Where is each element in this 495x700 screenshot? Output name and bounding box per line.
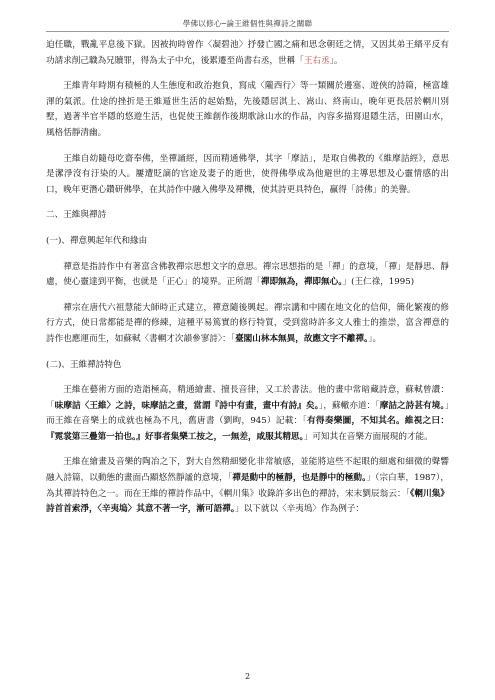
paragraph-zen-meaning: 禪意是指詩作中有著富含佛教禪宗思想文字的意思。禪宗思想指的是「禪」的意境，「禪」是靜思、靜慮，使心靈達到平衡，也就是「正心」的境界。正所謂「禪即無為，禪即無心。」(王仁祿，1995) bbox=[46, 261, 449, 288]
header-rule bbox=[46, 31, 449, 32]
running-header: 學佛以修心─論王維個性與禪詩之關聯 bbox=[182, 19, 313, 28]
paragraph-biography-continued: 迫任職，戰亂平息後下獄。因被拘時曾作〈凝碧池〉抒發亡國之痛和思念朝廷之情，又因其弟王縉平反有功請求削己職為兄贖罪，得為太子中允，後累遷至尚書右丞，世稱「王右丞」。 bbox=[46, 40, 449, 66]
bold-quote: 有得奏樂圖，不知其名。維視之曰：『霓裳第三疊第一拍也。』好事者集樂工按之，一無差，咸服其精思。 bbox=[46, 416, 449, 442]
bold-quote: 臺閣山林本無異，故應文字不離禪。 bbox=[235, 333, 369, 344]
paragraph-art-music: 王維在藝術方面的造詣極高，精通繪畫、擅長音律，又工於書法。他的畫中常暗藏詩意，蘇軾曾讚：「味摩詰〈王維〉之詩，味摩詰之畫，當謂『詩中有畫，畫中有詩』矣。」，蘇轍亦道：「摩詰之詩甚有境。」而王維在音樂上的成就也極為不凡，舊唐書（劉昫，945）記載：「有得奏樂圖，不知其名。維視之曰：『霓裳第三疊第一拍也。』好事者集樂工按之，一無差，咸服其精思。」可知其在音樂方面展現的才能。 bbox=[46, 385, 449, 442]
subsection-heading: (二)、王維禪詩特色 bbox=[46, 359, 122, 370]
bold-quote: 味摩詰〈王維〉之詩，味摩詰之畫，當謂『詩中有畫，畫中有詩』矣。 bbox=[54, 400, 319, 411]
bold-quote: 摩詰之詩甚有境。 bbox=[379, 400, 445, 411]
section-heading: 二、王維與禪詩 bbox=[46, 210, 107, 221]
bold-quote: 禪即無為，禪即無心。 bbox=[260, 277, 343, 288]
page-body bbox=[46, 38, 449, 528]
paragraph-zen-history: 禪宗在唐代六祖慧能大師時正式建立，禪意隨後興起。禪宗講和中國在地文化的信仰，簡化繁複的修行方式，使日常都能是禪的修練，這種平易篤實的修行特質，受到當時許多文人雅士的推崇，富含禪意的詩作也應運而生，如蘇軾〈書輞才次韻參寥詩〉：「臺閣山林本無異，故應文字不離禪。」。 bbox=[46, 302, 449, 344]
bold-quote: 禪是動中的極靜，也是靜中的極動。 bbox=[232, 473, 367, 484]
subsection-heading: (一)、禪意興起年代和緣由 bbox=[46, 235, 148, 246]
bold-quote: 《輞川集》詩首首索淨，〈辛夷塢〉其意不著一字，漸可語禪。 bbox=[46, 488, 450, 515]
paragraph-buddhism: 王維自幼隨母吃齋奉佛，坐禪誦經，因而精通佛學，其字「摩詰」，是取自佛教的《維摩詰經》，意思是潔淨沒有汙染的人。屢遭貶謫的官途及妻子的逝世，使得佛學成為他避世的主導思想及心靈情感的出口，晚年更潛心鑽研佛學，在其詩作中融入佛學及禪機，使其詩更具特色，贏得「詩佛」的美譽。 bbox=[46, 153, 449, 195]
red-term: 王右丞 bbox=[303, 55, 330, 66]
paragraph-zen-poetry-features: 王維在繪畫及音樂的陶冶之下，對大自然精細變化非常敏感，並能將這些不起眼的細處和細微的聲響融入詩篇，以動態的畫面凸顯悠然靜謐的意境，「禪是動中的極靜，也是靜中的極動。」（宗白華，1987），為其禪詩特色之一。而在王維的禪詩作品中，《輞川集》收錄許多出色的禪詩，宋末劉辰翁云：「《輞川集》詩首首索淨，〈辛夷塢〉其意不著一字，漸可語禪。」以下就以〈辛夷塢〉作為例子： bbox=[46, 457, 450, 515]
page-number: 2 bbox=[244, 672, 251, 681]
paragraph-early-life: 王維青年時期有積極的人生態度和政治抱負，寫成〈隴西行〉等一類關於邊塞、遊俠的詩篇，極富雄渾的氣派。仕途的挫折是王維遁世生活的起始點，先後隱居淇上、嵩山、終南山，晚年更長居於輞川別墅，過著半官半隱的悠遊生活，也促使王維創作後期歌詠山水的作品，內容多描寫退隱生活，田園山水，風格恬靜清幽。 bbox=[46, 81, 449, 138]
